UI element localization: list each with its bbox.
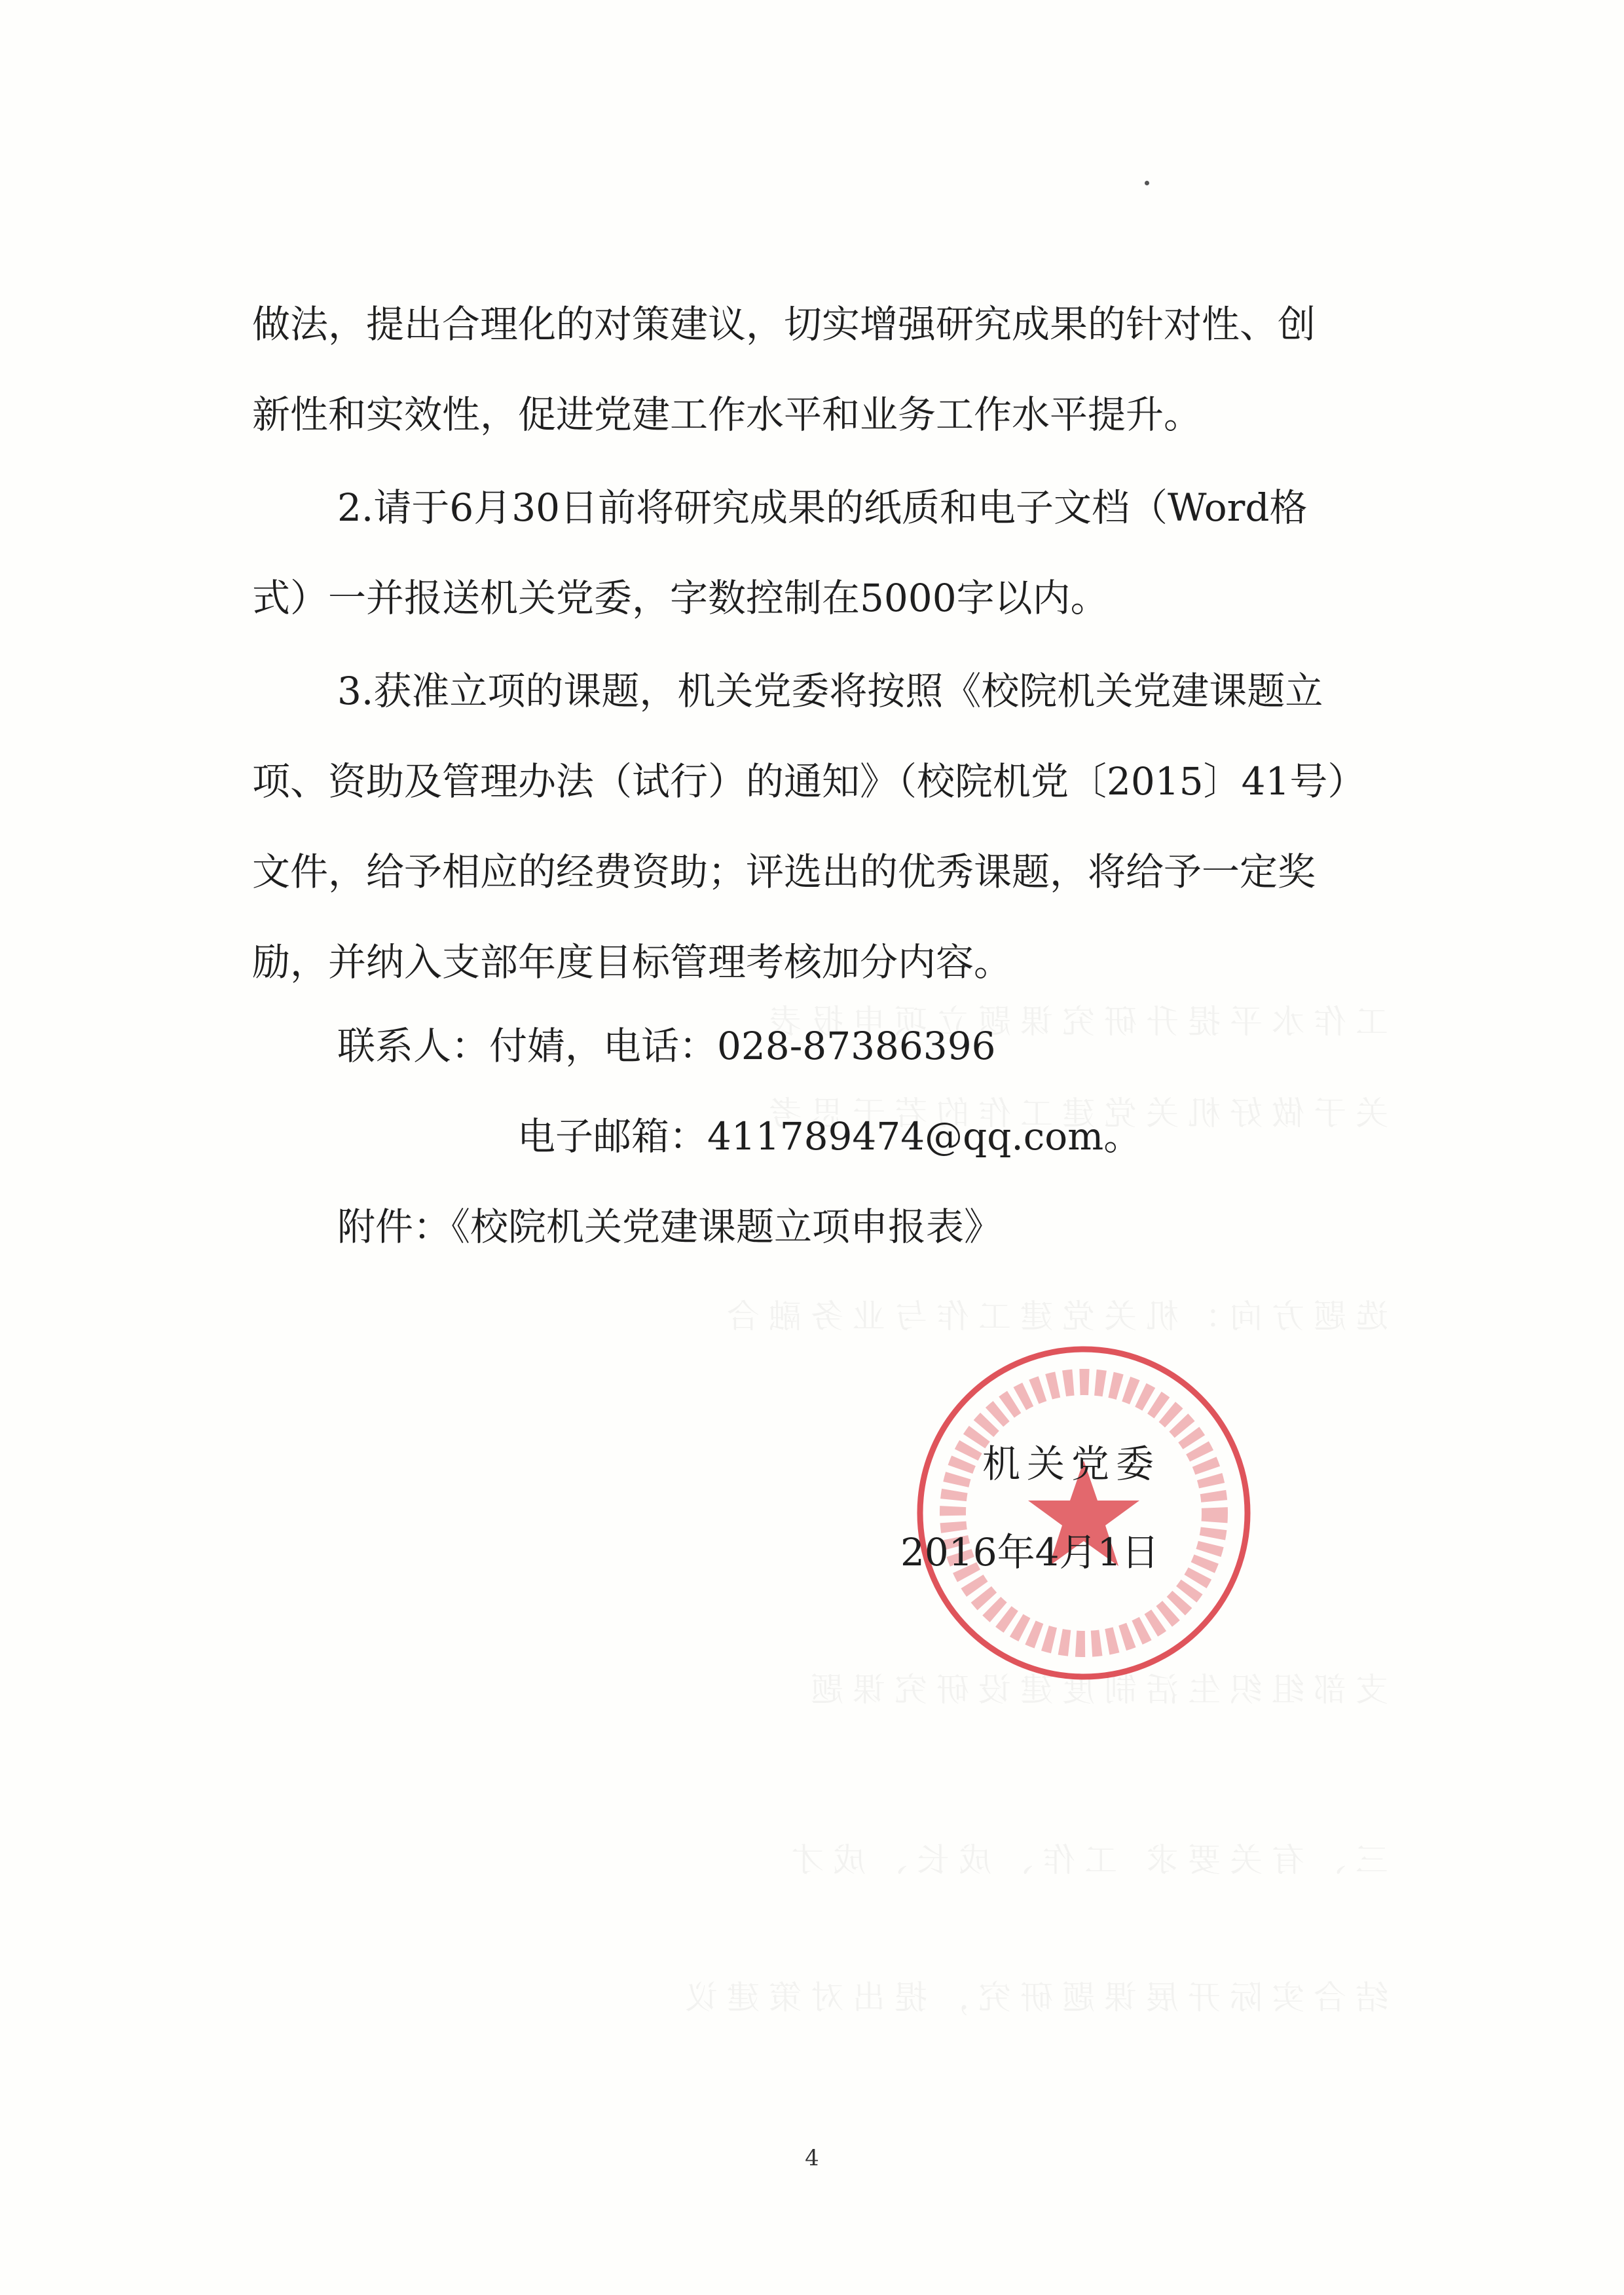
paragraph-line: 文件，给予相应的经费资助；评选出的优秀课题，将给予一定奖 xyxy=(252,849,1316,894)
paragraph-line: 式）一并报送机关党委，字数控制在5000字以内。 xyxy=(252,576,1109,620)
paragraph-line: 新性和实效性，促进党建工作水平和业务工作水平提升。 xyxy=(252,392,1202,437)
attachment-line: 附件：《校院机关党建课题立项申报表》 xyxy=(337,1204,1003,1249)
paragraph-line: 项、资助及管理办法（试行）的通知》（校院机党〔2015〕41号） xyxy=(252,759,1366,804)
paragraph-line: 2.请于6月30日前将研究成果的纸质和电子文档（Word格 xyxy=(337,485,1308,530)
page-number: 4 xyxy=(805,2145,819,2171)
signature-date: 2016年4月1日 xyxy=(900,1530,1160,1575)
bleed-through-text: 支部组织生活制度建设研究课题 xyxy=(802,1671,1388,1709)
contact-line: 联系人：付婧，电话：028-87386396 xyxy=(337,1024,996,1068)
official-seal xyxy=(910,1339,1257,1687)
bleed-through-text: 三、有关要求 工作、成长、成才 xyxy=(782,1841,1388,1879)
scan-speck xyxy=(1145,181,1149,185)
bleed-through-text: 结合实际开展课题研究，提出对策建议 xyxy=(676,1979,1388,2017)
bleed-through-text: 选题方向：机关党建工作与业务融合 xyxy=(718,1297,1388,1335)
paragraph-line: 3.获准立项的课题，机关党委将按照《校院机关党建课题立 xyxy=(337,669,1323,713)
bleed-through-text: 工作水平提升研究课题立项申报表 xyxy=(760,1003,1388,1041)
paragraph-line: 励，并纳入支部年度目标管理考核加分内容。 xyxy=(252,940,1012,984)
signature-org: 机关党委 xyxy=(982,1442,1161,1486)
bleed-through-text: 关于做好机关党建工作的若干思考 xyxy=(760,1094,1388,1132)
paragraph-line: 做法，提出合理化的对策建议，切实增强研究成果的针对性、创 xyxy=(252,302,1316,346)
email-line: 电子邮箱：411789474@qq.com。 xyxy=(517,1114,1142,1159)
